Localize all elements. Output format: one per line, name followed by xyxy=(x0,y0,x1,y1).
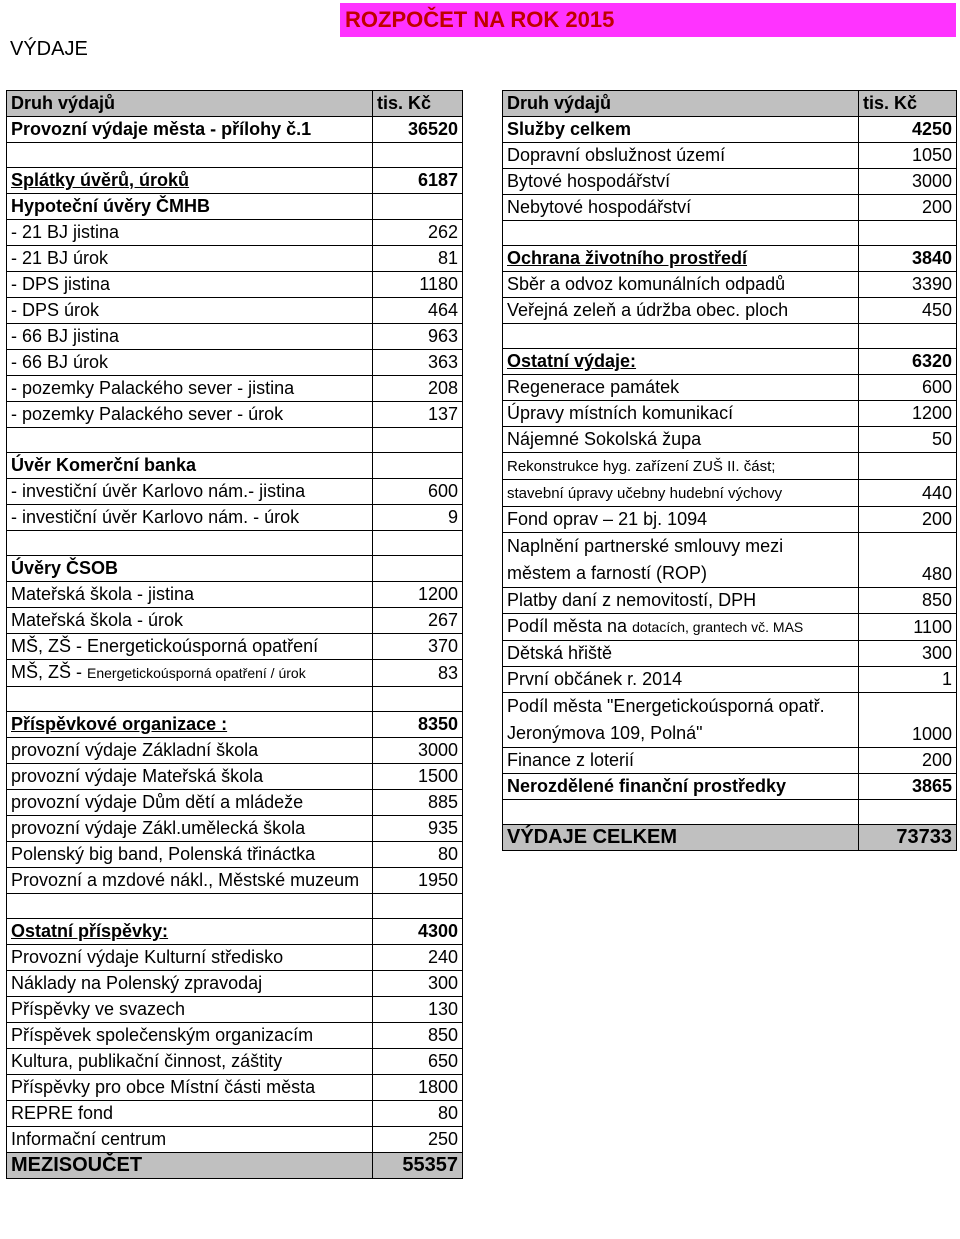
row-label-text: Rekonstrukce hyg. zařízení ZUŠ II. část; xyxy=(507,458,776,475)
table-row xyxy=(503,641,957,667)
row-label-text: Informační centrum xyxy=(11,1129,167,1149)
row-label xyxy=(7,168,373,194)
table-row xyxy=(503,246,957,272)
row-value: 3865 xyxy=(859,774,957,800)
row-label xyxy=(7,453,373,479)
column-header-unit: tis. Kč xyxy=(859,91,957,117)
row-value: 1180 xyxy=(373,272,463,298)
row-label xyxy=(7,402,373,428)
row-value: 80 xyxy=(373,1101,463,1127)
table-row xyxy=(503,117,957,143)
row-label-line2: Jeronýmova 109, Polná" xyxy=(507,723,703,743)
row-label-text: - DPS jistina xyxy=(11,274,111,294)
row-value: 464 xyxy=(373,298,463,324)
row-value: 363 xyxy=(373,350,463,376)
table-row xyxy=(503,349,957,375)
row-value: 1800 xyxy=(373,1075,463,1101)
row-label-text: - pozemky Palackého sever - úrok xyxy=(11,404,284,424)
table-row xyxy=(7,531,463,556)
row-label xyxy=(7,868,373,894)
row-label xyxy=(7,1023,373,1049)
row-label-text: Polenský big band, Polenská třináctka xyxy=(11,844,316,864)
row-label-text: Úpravy místních komunikací xyxy=(507,403,734,423)
row-label-text: Ochrana životního prostředí xyxy=(507,248,748,268)
table-row xyxy=(503,298,957,324)
row-value: 81 xyxy=(373,246,463,272)
row-label xyxy=(503,588,859,614)
row-label xyxy=(7,194,373,220)
row-label-text: - investiční úvěr Karlovo nám.- jistina xyxy=(11,481,306,501)
row-label xyxy=(7,945,373,971)
row-label-text: - pozemky Palackého sever - jistina xyxy=(11,378,295,398)
row-label-text: Náklady na Polenský zpravodaj xyxy=(11,973,263,993)
row-label xyxy=(7,479,373,505)
row-label-text: Kultura, publikační činnost, záštity xyxy=(11,1051,283,1071)
table-row xyxy=(7,220,463,246)
row-label-text: MŠ, ZŠ - xyxy=(11,662,87,682)
row-label-text: - investiční úvěr Karlovo nám. - úrok xyxy=(11,507,300,527)
row-label-text: Veřejná zeleň a údržba obec. ploch xyxy=(507,300,789,320)
row-label-line1: Naplnění partnerské smlouvy mezi xyxy=(507,536,784,556)
row-label xyxy=(7,246,373,272)
table-row xyxy=(503,143,957,169)
row-label xyxy=(7,1101,373,1127)
row-label-text: Nájemné Sokolská župa xyxy=(507,429,702,449)
row-label xyxy=(7,997,373,1023)
row-label-text: Ostatní výdaje: xyxy=(507,351,637,371)
table-row xyxy=(7,324,463,350)
row-label xyxy=(7,350,373,376)
row-label xyxy=(503,221,859,246)
row-label-text: Regenerace památek xyxy=(507,377,680,397)
row-label-text: Splátky úvěrů, úroků xyxy=(11,170,190,190)
table-row xyxy=(503,195,957,221)
row-label xyxy=(7,376,373,402)
row-label xyxy=(503,117,859,143)
row-label-text: - 21 BJ úrok xyxy=(11,248,109,268)
row-value: 1500 xyxy=(373,764,463,790)
row-label-text: - 66 BJ jistina xyxy=(11,326,120,346)
row-label xyxy=(7,634,373,660)
left-expense-table xyxy=(6,90,463,1179)
row-label-text: - 21 BJ jistina xyxy=(11,222,120,242)
row-label xyxy=(7,324,373,350)
table-row xyxy=(7,868,463,894)
row-value: 4250 xyxy=(859,117,957,143)
column-header-type: Druh výdajů xyxy=(7,91,373,117)
table-row xyxy=(7,971,463,997)
row-label-text: - 66 BJ úrok xyxy=(11,352,109,372)
row-label xyxy=(503,800,859,825)
row-value: 3000 xyxy=(859,169,957,195)
row-value: 440 xyxy=(859,480,957,507)
table-row xyxy=(503,693,957,748)
row-label xyxy=(503,693,859,748)
row-value: 3000 xyxy=(373,738,463,764)
row-label xyxy=(503,246,859,272)
row-label-text: Příspěvky ve svazech xyxy=(11,999,186,1019)
table-row xyxy=(7,945,463,971)
page-subtitle: VÝDAJE xyxy=(10,38,88,60)
table-row xyxy=(7,272,463,298)
row-value: 250 xyxy=(373,1127,463,1153)
row-label-text: První občánek r. 2014 xyxy=(507,669,683,689)
table-row xyxy=(7,790,463,816)
row-label-text: Příspěvky pro obce Místní části města xyxy=(11,1077,316,1097)
row-label-text: Příspěvkové organizace : xyxy=(11,714,228,734)
row-value: 300 xyxy=(859,641,957,667)
table-row xyxy=(7,582,463,608)
table-row xyxy=(503,401,957,427)
row-label xyxy=(7,428,373,453)
page-title: ROZPOČET NA ROK 2015 xyxy=(340,3,956,37)
row-label xyxy=(7,272,373,298)
row-label-small-text: Energetickoúsporná opatření / úrok xyxy=(87,665,306,681)
row-label xyxy=(7,660,373,687)
row-value: 963 xyxy=(373,324,463,350)
row-label-text: provozní výdaje Zákl.umělecká škola xyxy=(11,818,306,838)
row-label xyxy=(7,505,373,531)
column-header-unit: tis. Kč xyxy=(373,91,463,117)
row-label xyxy=(7,1049,373,1075)
row-value: 80 xyxy=(373,842,463,868)
row-value: 450 xyxy=(859,298,957,324)
row-value xyxy=(373,531,463,556)
row-label xyxy=(503,349,859,375)
table-total-row xyxy=(7,1153,463,1179)
row-label xyxy=(7,687,373,712)
row-value: 650 xyxy=(373,1049,463,1075)
table-row xyxy=(503,221,957,246)
row-value xyxy=(373,453,463,479)
table-row xyxy=(7,894,463,919)
row-label xyxy=(7,790,373,816)
row-value xyxy=(373,194,463,220)
row-label xyxy=(7,117,373,143)
row-label-text: Úvěr Komerční banka xyxy=(11,455,197,475)
row-value: 83 xyxy=(373,660,463,687)
row-label xyxy=(7,556,373,582)
table-row xyxy=(503,272,957,298)
row-value: 600 xyxy=(373,479,463,505)
row-value: 885 xyxy=(373,790,463,816)
table-row xyxy=(7,712,463,738)
row-label xyxy=(7,894,373,919)
row-value: 6187 xyxy=(373,168,463,194)
row-label-text: Úvěry ČSOB xyxy=(11,558,119,578)
row-label xyxy=(7,816,373,842)
row-value: 4300 xyxy=(373,919,463,945)
row-value: 267 xyxy=(373,608,463,634)
total-value: 73733 xyxy=(859,825,957,851)
row-label xyxy=(503,641,859,667)
table-header-row xyxy=(7,91,463,117)
row-label-line2: městem a farností (ROP) xyxy=(507,563,708,583)
row-value: 370 xyxy=(373,634,463,660)
row-value: 1000 xyxy=(859,693,957,748)
row-label xyxy=(503,169,859,195)
row-label-small-text: dotacích, grantech vč. MAS xyxy=(632,619,804,635)
row-label-text: Ostatní příspěvky: xyxy=(11,921,169,941)
table-row xyxy=(7,505,463,531)
row-label-text: Bytové hospodářství xyxy=(507,171,671,191)
row-value xyxy=(373,428,463,453)
table-row xyxy=(7,919,463,945)
row-value: 480 xyxy=(859,533,957,588)
column-header-type: Druh výdajů xyxy=(503,91,859,117)
row-value: 300 xyxy=(373,971,463,997)
table-row xyxy=(7,842,463,868)
table-row xyxy=(7,556,463,582)
row-label xyxy=(503,533,859,588)
row-label-text: Finance z loterií xyxy=(507,750,635,770)
table-row xyxy=(503,169,957,195)
table-row xyxy=(503,667,957,693)
row-label xyxy=(503,298,859,324)
row-label xyxy=(503,453,859,480)
table-row xyxy=(7,117,463,143)
row-value: 208 xyxy=(373,376,463,402)
row-label-line1: Podíl města "Energetickoúsporná opatř. xyxy=(507,696,825,716)
table-row xyxy=(7,143,463,168)
row-label-text: Mateřská škola - úrok xyxy=(11,610,184,630)
table-row xyxy=(7,246,463,272)
row-value: 200 xyxy=(859,748,957,774)
row-value: 1950 xyxy=(373,868,463,894)
table-row xyxy=(7,1127,463,1153)
row-value: 200 xyxy=(859,195,957,221)
row-label xyxy=(7,712,373,738)
row-label-text: Provozní výdaje města - přílohy č.1 xyxy=(11,119,312,139)
row-label xyxy=(503,272,859,298)
row-label-text: MŠ, ZŠ - Energetickoúsporná opatření xyxy=(11,636,319,656)
table-row xyxy=(7,608,463,634)
row-label xyxy=(7,298,373,324)
table-row xyxy=(7,479,463,505)
table-row xyxy=(7,660,463,687)
row-value: 200 xyxy=(859,507,957,533)
row-label-text: Nerozdělené finanční prostředky xyxy=(507,776,787,796)
row-value: 262 xyxy=(373,220,463,246)
row-label-text: provozní výdaje Mateřská škola xyxy=(11,766,264,786)
row-label-text: Provozní výdaje Kulturní středisko xyxy=(11,947,284,967)
row-label-text: Služby celkem xyxy=(507,119,632,139)
row-label-text: Hypoteční úvěry ČMHB xyxy=(11,196,211,216)
table-row xyxy=(7,1023,463,1049)
row-label-text: Dopravní obslužnost území xyxy=(507,145,726,165)
table-row xyxy=(503,507,957,533)
row-value: 130 xyxy=(373,997,463,1023)
row-label-text: stavební úpravy učebny hudební výchovy xyxy=(507,485,783,502)
row-value: 935 xyxy=(373,816,463,842)
table-row xyxy=(7,997,463,1023)
total-label: MEZISOUČET xyxy=(7,1153,373,1179)
row-label xyxy=(503,195,859,221)
row-label xyxy=(7,220,373,246)
row-label xyxy=(503,667,859,693)
row-value: 1200 xyxy=(859,401,957,427)
row-value xyxy=(373,687,463,712)
row-label-text: Dětská hřiště xyxy=(507,643,613,663)
row-label-text: Sběr a odvoz komunálních odpadů xyxy=(507,274,786,294)
table-row xyxy=(7,194,463,220)
row-value: 36520 xyxy=(373,117,463,143)
total-value: 55357 xyxy=(373,1153,463,1179)
row-label xyxy=(7,582,373,608)
row-label xyxy=(503,507,859,533)
row-value: 50 xyxy=(859,427,957,453)
table-row xyxy=(503,427,957,453)
row-value: 137 xyxy=(373,402,463,428)
row-value: 850 xyxy=(373,1023,463,1049)
row-label-text: Platby daní z nemovitostí, DPH xyxy=(507,590,757,610)
table-row xyxy=(503,588,957,614)
table-row xyxy=(7,764,463,790)
row-value: 1100 xyxy=(859,614,957,641)
table-row xyxy=(503,614,957,641)
row-label-text: Podíl města na xyxy=(507,616,633,636)
table-row xyxy=(7,350,463,376)
row-label xyxy=(503,143,859,169)
table-row xyxy=(7,634,463,660)
row-label xyxy=(503,774,859,800)
row-label xyxy=(7,764,373,790)
row-value: 1 xyxy=(859,667,957,693)
table-row xyxy=(503,533,957,588)
table-row xyxy=(7,1101,463,1127)
table-row xyxy=(7,402,463,428)
row-label xyxy=(7,842,373,868)
row-label xyxy=(7,608,373,634)
row-value: 8350 xyxy=(373,712,463,738)
row-label xyxy=(503,748,859,774)
row-label xyxy=(7,919,373,945)
table-row xyxy=(503,324,957,349)
table-row xyxy=(7,376,463,402)
row-label xyxy=(7,143,373,168)
row-value xyxy=(859,221,957,246)
row-value xyxy=(859,800,957,825)
row-label xyxy=(7,531,373,556)
table-row xyxy=(7,738,463,764)
row-label xyxy=(503,401,859,427)
row-value: 9 xyxy=(373,505,463,531)
table-row xyxy=(7,428,463,453)
row-label xyxy=(503,375,859,401)
table-row xyxy=(503,748,957,774)
row-label xyxy=(7,1075,373,1101)
total-label: VÝDAJE CELKEM xyxy=(503,825,859,851)
table-row xyxy=(7,1075,463,1101)
row-value xyxy=(859,324,957,349)
table-row xyxy=(503,480,957,507)
table-row xyxy=(7,168,463,194)
right-expense-table xyxy=(502,90,957,851)
row-value: 1050 xyxy=(859,143,957,169)
row-value: 3390 xyxy=(859,272,957,298)
row-label xyxy=(503,427,859,453)
row-value: 850 xyxy=(859,588,957,614)
row-value: 600 xyxy=(859,375,957,401)
table-row xyxy=(503,453,957,480)
table-header-row xyxy=(503,91,957,117)
row-label xyxy=(503,614,859,641)
row-label xyxy=(503,324,859,349)
row-label-text: Mateřská škola - jistina xyxy=(11,584,195,604)
row-label xyxy=(503,480,859,507)
table-row xyxy=(7,1049,463,1075)
table-row xyxy=(7,687,463,712)
table-row xyxy=(503,774,957,800)
row-label-text: Provozní a mzdové nákl., Městské muzeum xyxy=(11,870,360,890)
row-label xyxy=(7,971,373,997)
row-label-text: Příspěvek společenským organizacím xyxy=(11,1025,314,1045)
table-total-row xyxy=(503,825,957,851)
row-value xyxy=(373,894,463,919)
row-value: 6320 xyxy=(859,349,957,375)
row-value: 3840 xyxy=(859,246,957,272)
table-row xyxy=(7,816,463,842)
row-label-text: Fond oprav – 21 bj. 1094 xyxy=(507,509,708,529)
row-label xyxy=(7,1127,373,1153)
table-row xyxy=(7,453,463,479)
row-value xyxy=(373,556,463,582)
table-row xyxy=(7,298,463,324)
row-label xyxy=(7,738,373,764)
row-value: 240 xyxy=(373,945,463,971)
row-value: 1200 xyxy=(373,582,463,608)
row-label-text: Nebytové hospodářství xyxy=(507,197,692,217)
row-value xyxy=(859,453,957,480)
row-value xyxy=(373,143,463,168)
table-row xyxy=(503,800,957,825)
row-label-text: provozní výdaje Základní škola xyxy=(11,740,259,760)
row-label-text: - DPS úrok xyxy=(11,300,100,320)
row-label-text: REPRE fond xyxy=(11,1103,114,1123)
row-label-text: provozní výdaje Dům dětí a mládeže xyxy=(11,792,304,812)
table-row xyxy=(503,375,957,401)
